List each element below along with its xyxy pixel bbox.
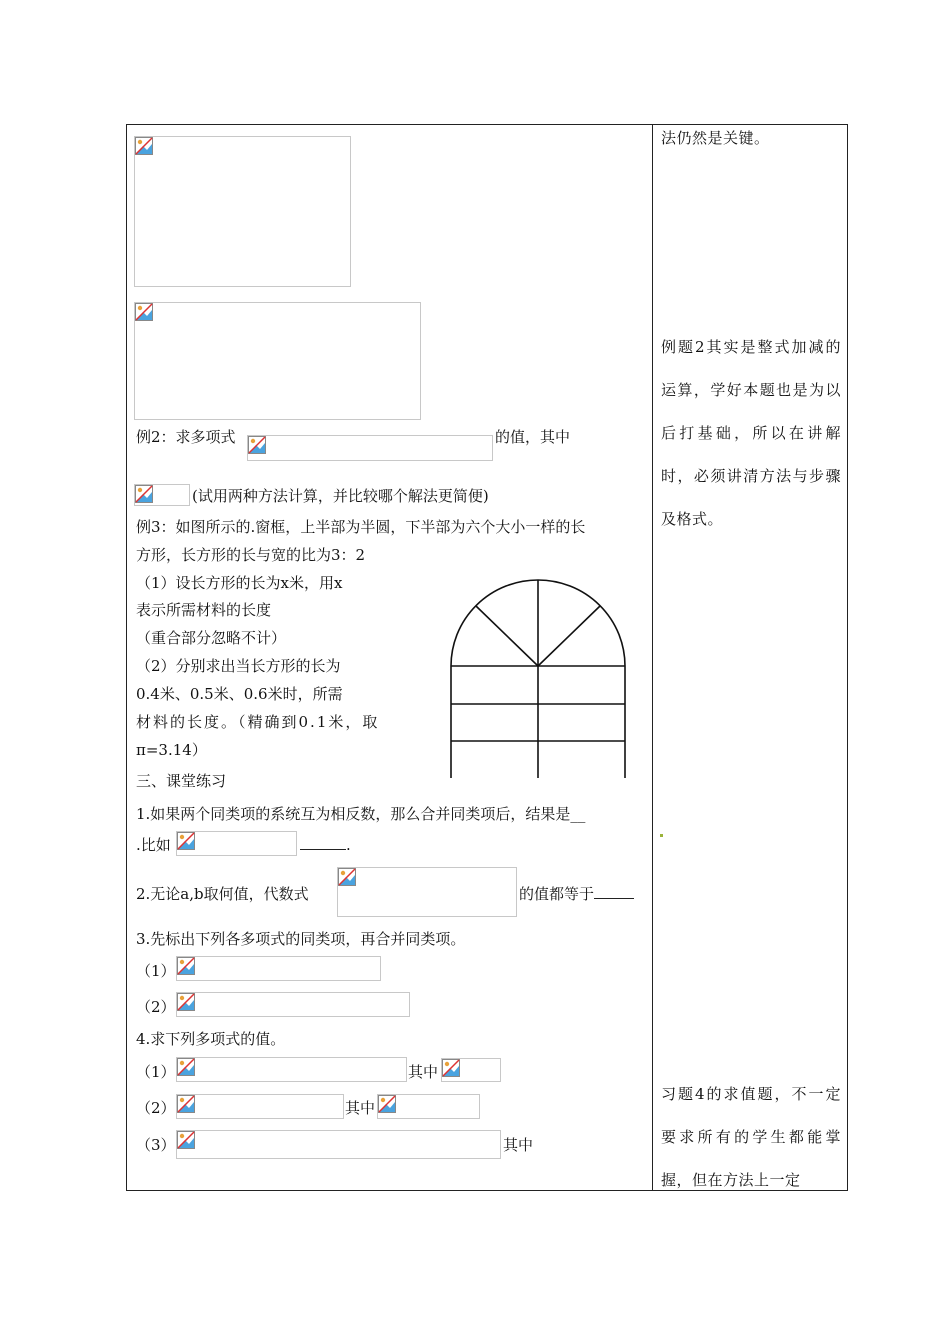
broken-image-icon [442,1059,460,1077]
column-divider [652,124,653,1191]
broken-image-icon [135,303,153,321]
formula-image [247,435,493,461]
broken-image-icon [177,957,195,975]
example3-q1b: 表示所需材料的长度 [136,601,272,619]
formula-image [176,992,410,1017]
window-frame-diagram [448,578,630,780]
example3-q1a: （1）设长方形的长为x米，用x [136,574,343,592]
practice4-item1-label: （1） [136,1063,176,1081]
practice3: 3.先标出下列各多项式的同类项，再合并同类项。 [136,930,466,948]
example3-q2a: （2）分别求出当长方形的长为 [136,657,341,675]
stray-mark [660,834,663,837]
practice4: 4.求下列多项式的值。 [136,1030,286,1048]
practice2: 2.无论a,b取何值，代数式 [136,885,309,903]
broken-image-icon [177,993,195,1011]
example3-q1c: （重合部分忽略不计） [136,629,287,647]
broken-image-icon [177,832,195,850]
practice3-item2-label: （2） [136,998,176,1016]
broken-image-icon [177,1095,195,1113]
qizhong-label: 其中 [408,1063,439,1081]
formula-image [176,1130,501,1159]
example3-line1: 例3：如图所示的.窗框，上半部为半圆，下半部为六个大小一样的长 [136,518,586,536]
image-placeholder [134,302,421,420]
formula-image [176,956,381,981]
formula-image [176,831,297,856]
practice4-item2-label: （2） [136,1099,176,1117]
example2-prefix: 例2：求多项式 [136,428,236,446]
broken-image-icon [338,868,356,886]
example3-q2d: π=3.14） [136,741,207,759]
example3-q2c: 材料的长度。（精确到0.1米，取 [136,713,380,731]
qizhong-label: 其中 [345,1099,376,1117]
broken-image-icon [177,1058,195,1076]
image-placeholder [134,136,351,287]
practice2-suffix: 的值都等于 [519,885,595,903]
broken-image-icon [248,436,266,454]
answer-blank[interactable] [300,835,346,850]
formula-image [134,484,190,506]
note-example2: 例题2其实是整式加减的运算，学好本题也是为以后打基础，所以在讲解时，必须讲清方法与步骤及格式。 [661,338,841,528]
example3-line2: 方形，长方形的长与宽的比为3：2 [136,546,366,564]
practice1-example-label: .比如 [136,836,171,854]
broken-image-icon [177,1131,195,1149]
qizhong-label: 其中 [503,1136,534,1154]
formula-image [337,867,517,917]
formula-image [176,1057,407,1082]
formula-image [377,1094,480,1119]
practice3-item1-label: （1） [136,962,176,980]
section3-title: 三、课堂练习 [136,772,227,790]
practice4-item3-label: （3） [136,1136,176,1154]
formula-image [441,1058,501,1082]
formula-image [176,1094,344,1119]
note-exercise4: 习题4的求值题，不一定要求所有的学生都能掌握，但在方法上一定 [661,1085,841,1189]
broken-image-icon [135,485,153,503]
broken-image-icon [378,1095,396,1113]
example2-line2: (试用两种方法计算，并比较哪个解法更简便) [192,487,489,505]
example3-q2b: 0.4米、0.5米、0.6米时，所需 [136,685,343,703]
broken-image-icon [135,137,153,155]
note-method: 法仍然是关键。 [661,129,770,147]
practice1: 1.如果两个同类项的系统互为相反数，那么合并同类项后，结果是__ [136,805,586,823]
example2-mid: 的值，其中 [495,428,571,446]
answer-blank[interactable] [594,884,634,899]
